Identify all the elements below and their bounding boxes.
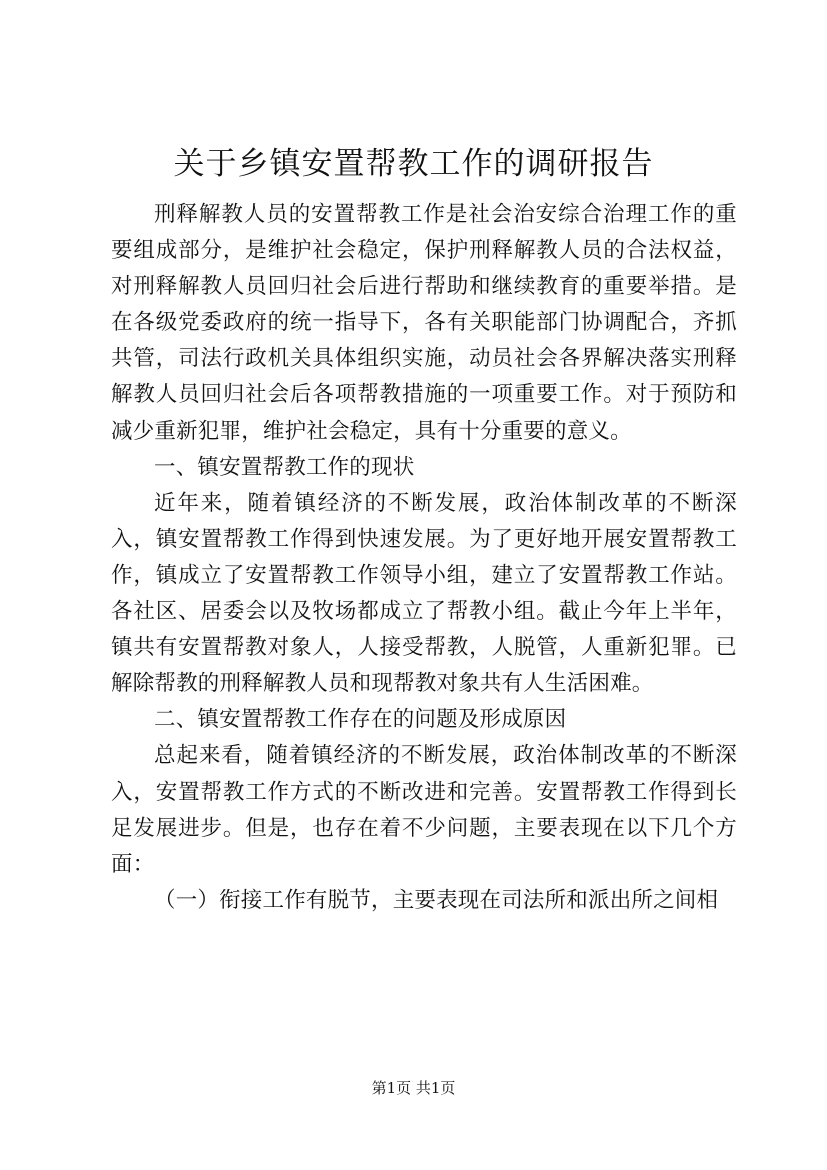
paragraph-problems: 总起来看，随着镇经济的不断发展，政治体制改革的不断深入，安置帮教工作方式的不断改进和完善。安置帮教工作得到长足发展进步。但是，也存在着不少问题，主要表现在以下几个方面： [111,743,737,877]
section-heading-status: 一、镇安置帮教工作的现状 [154,454,415,480]
paragraph-intro: 刑释解教人员的安置帮教工作是社会治安综合治理工作的重要组成部分，是维护社会稳定，保护刑释解教人员的合法权益，对刑释解教人员回归社会后进行帮助和继续教育的重要举措。是在各级党委政府的统一指导下，各有关职能部门协调配合，齐抓共管，司法行政机关具体组织实施，动员社会各界解决落实刑释解教人员回归社会后各项帮教措施的一项重要工作。对于预防和减少重新犯罪，维护社会稳定，具有十分重要的意义。 [111,202,737,444]
paragraph-status: 近年来，随着镇经济的不断发展，政治体制改革的不断深入，镇安置帮教工作得到快速发展。为了更好地开展安置帮教工作，镇成立了安置帮教工作领导小组，建立了安置帮教工作站。各社区、居委会以及牧场都成立了帮教小组。截止今年上半年，镇共有安置帮教对象人，人接受帮教，人脱管，人重新犯罪。已解除帮教的刑释解教人员和现帮教对象共有人生活困难。 [111,490,737,697]
section-heading-problems: 二、镇安置帮教工作存在的问题及形成原因 [154,707,567,733]
document-title: 关于乡镇安置帮教工作的调研报告 [173,146,654,182]
paragraph-subsection-1: （一）衔接工作有脱节，主要表现在司法所和派出所之间相 [154,887,719,913]
document-body [111,197,737,919]
page-number-footer: 第1页 共1页 [371,1079,456,1097]
